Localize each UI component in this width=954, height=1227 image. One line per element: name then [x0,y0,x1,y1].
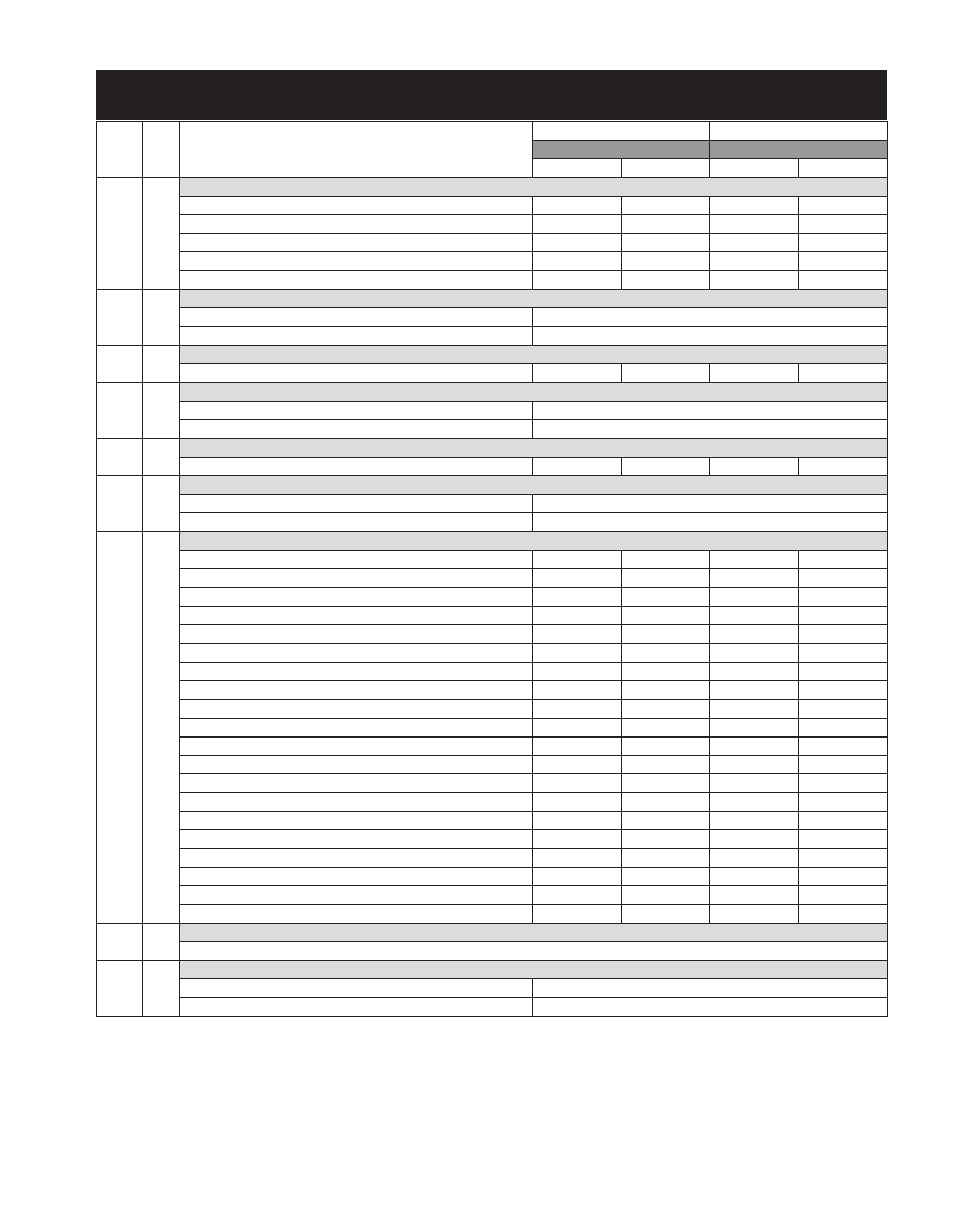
table-row [97,737,888,756]
row-value-cell [799,457,888,476]
row-label-cell [180,233,533,252]
row-label-cell [180,830,533,849]
row-value-cell [799,588,888,607]
row-value-cell [710,252,799,271]
row-value-cell [533,215,622,234]
row-value-cell [710,569,799,588]
row-value-cell [710,737,799,756]
row-label-cell [180,588,533,607]
header-group-b-cell [710,122,888,141]
row-value-cell [533,811,622,830]
table-row [97,662,888,681]
row-value-cell [799,737,888,756]
row-value-cell [533,550,622,569]
table-row [97,774,888,793]
section-code-cell [143,923,180,960]
row-value-cell [533,457,622,476]
table-row [97,271,888,290]
section-code-cell [143,532,180,923]
row-label-cell [180,662,533,681]
row-value-cell [799,643,888,662]
row-value-cell [533,271,622,290]
row-value-cell [622,681,710,700]
row-value-cell [622,215,710,234]
row-value-cell [622,886,710,905]
row-value-cell [799,233,888,252]
row-value-cell [799,830,888,849]
row-value-cell [622,755,710,774]
row-value-cell [799,550,888,569]
row-value-cell [622,867,710,886]
section-title-cell [180,532,888,551]
table-row [97,793,888,812]
row-label-cell [180,215,533,234]
row-value-cell [622,550,710,569]
row-label-cell [180,550,533,569]
row-value-cell [710,848,799,867]
row-value-cell [533,401,888,420]
table-row [97,625,888,644]
table-row [97,681,888,700]
section-number-cell [97,476,143,532]
row-value-cell [710,811,799,830]
row-value-cell [710,904,799,923]
row-value-cell [533,830,622,849]
row-value-cell [799,904,888,923]
table-row [97,569,888,588]
section-number-cell [97,177,143,289]
table-row [97,606,888,625]
table-row [97,327,888,346]
section-number-cell [97,960,143,1016]
row-value-cell [799,662,888,681]
row-value-cell [533,662,622,681]
row-value-cell [799,681,888,700]
row-value-cell [533,737,622,756]
section-number-cell [97,532,143,923]
table-row [97,848,888,867]
row-value-cell [622,364,710,383]
row-value-cell [533,848,622,867]
section-number-cell [97,382,143,438]
row-label-cell [180,271,533,290]
table-row [97,942,888,961]
row-value-cell [799,793,888,812]
table-row [97,401,888,420]
row-value-cell [533,867,622,886]
row-value-cell [622,271,710,290]
row-value-cell [799,196,888,215]
section-header-row [97,177,888,196]
row-value-cell [533,643,622,662]
row-value-cell [622,252,710,271]
section-number-cell [97,345,143,382]
row-value-cell [710,662,799,681]
section-code-cell [143,960,180,1016]
row-value-cell [799,252,888,271]
row-value-cell [622,196,710,215]
header-code-cell [143,122,180,178]
row-value-cell [533,588,622,607]
table-row [97,308,888,327]
table-row [97,643,888,662]
row-label-cell [180,606,533,625]
row-value-cell [799,718,888,737]
table-row [97,830,888,849]
section-title-cell [180,382,888,401]
table-row [97,364,888,383]
row-value-cell [710,271,799,290]
table-row [97,998,888,1017]
row-label-cell [180,811,533,830]
row-value-cell [710,643,799,662]
row-value-cell [799,625,888,644]
section-header-row [97,438,888,457]
row-value-cell [710,233,799,252]
row-value-cell [533,793,622,812]
row-label-cell [180,718,533,737]
row-value-cell [710,364,799,383]
header-no-cell [97,122,143,178]
row-value-cell [799,755,888,774]
section-number-cell [97,438,143,475]
header-group-a-cell [533,122,710,141]
row-label-cell [180,420,533,439]
row-value-cell [622,588,710,607]
row-label-cell [180,848,533,867]
row-value-cell [799,364,888,383]
section-title-cell [180,345,888,364]
row-value-cell [710,793,799,812]
table-row [97,252,888,271]
row-value-cell [533,420,888,439]
row-label-cell [180,494,533,513]
section-code-cell [143,382,180,438]
table-row [97,215,888,234]
row-label-cell [180,196,533,215]
header-row [97,122,888,141]
row-value-cell [799,774,888,793]
row-value-cell [533,494,888,513]
row-value-cell [799,699,888,718]
table-row [97,755,888,774]
row-value-cell [710,196,799,215]
sub-label-cell [799,159,888,178]
section-title-cell [180,476,888,495]
section-header-row [97,345,888,364]
row-value-cell [622,737,710,756]
header-bar [96,70,887,120]
row-label-cell [180,681,533,700]
row-value-cell [622,904,710,923]
row-value-cell [622,811,710,830]
row-value-cell [710,867,799,886]
row-value-cell [622,569,710,588]
section-code-cell [143,345,180,382]
row-label-cell [180,252,533,271]
row-value-cell [533,998,888,1017]
sub-label-cell [533,159,622,178]
row-value-cell [533,252,622,271]
row-label-cell [180,327,533,346]
table-row [97,979,888,998]
row-value-cell [533,699,622,718]
row-value-cell [533,681,622,700]
section-title-cell [180,960,888,979]
section-header-row [97,960,888,979]
table-row [97,457,888,476]
row-value-cell [533,625,622,644]
row-value-cell [622,830,710,849]
row-value-cell [533,904,622,923]
row-value-cell [622,233,710,252]
row-value-cell [622,625,710,644]
row-label-cell [180,755,533,774]
table-row [97,550,888,569]
row-value-cell [710,625,799,644]
sub-label-cell [710,159,799,178]
row-value-cell [799,215,888,234]
row-label-cell [180,979,533,998]
row-value-cell [533,327,888,346]
row-value-cell [533,606,622,625]
section-header-row [97,476,888,495]
table-row [97,699,888,718]
row-value-cell [622,793,710,812]
row-value-cell [710,830,799,849]
row-value-cell [710,886,799,905]
table-row [97,233,888,252]
row-value-cell [533,979,888,998]
row-label-cell [180,457,533,476]
row-value-cell [622,699,710,718]
row-value-cell [622,774,710,793]
section-header-row [97,382,888,401]
row-label-cell [180,737,533,756]
row-label-cell [180,625,533,644]
table-row [97,904,888,923]
row-value-cell [710,718,799,737]
row-value-cell [533,364,622,383]
row-value-cell [533,886,622,905]
section-number-cell [97,923,143,960]
row-value-cell [622,457,710,476]
section-title-cell [180,177,888,196]
row-label-cell [180,401,533,420]
row-value-cell [799,811,888,830]
row-value-cell [533,513,888,532]
row-label-cell [180,793,533,812]
table-row [97,196,888,215]
row-label-cell [180,774,533,793]
row-value-cell [799,848,888,867]
row-value-cell [710,215,799,234]
row-value-cell [710,606,799,625]
section-number-cell [97,289,143,345]
table-row [97,588,888,607]
row-label-cell [180,513,533,532]
section-title-cell [180,438,888,457]
section-title-cell [180,289,888,308]
group-label-cell [533,140,710,159]
row-label-cell [180,886,533,905]
row-value-cell [799,606,888,625]
row-value-cell [533,196,622,215]
row-value-cell [710,550,799,569]
row-label-cell [180,867,533,886]
section-header-row [97,289,888,308]
table-row [97,867,888,886]
table-row [97,718,888,737]
row-label-cell [180,699,533,718]
table-row [97,494,888,513]
row-value-cell [622,606,710,625]
row-value-cell [799,569,888,588]
row-value-cell [533,755,622,774]
row-value-cell [710,681,799,700]
row-value-cell [533,308,888,327]
row-label-cell [180,998,533,1017]
section-header-row [97,923,888,942]
table-row [97,513,888,532]
section-title-cell [180,923,888,942]
row-value-cell [799,867,888,886]
row-value-cell [710,774,799,793]
section-header-row [97,532,888,551]
row-value-cell [622,643,710,662]
row-value-cell [710,588,799,607]
table-row [97,811,888,830]
row-value-cell [710,699,799,718]
row-value-cell [622,662,710,681]
row-value-cell [533,233,622,252]
row-value-cell [710,755,799,774]
header-label-cell [180,122,533,178]
spec-table [96,121,888,1017]
table-row [97,420,888,439]
row-label-cell [180,364,533,383]
section-code-cell [143,177,180,289]
row-value-cell [533,569,622,588]
row-value-cell [799,886,888,905]
section-code-cell [143,438,180,475]
row-value-cell [533,718,622,737]
row-value-cell [799,271,888,290]
note-cell [180,942,888,961]
table-row [97,886,888,905]
row-label-cell [180,569,533,588]
row-label-cell [180,308,533,327]
section-code-cell [143,289,180,345]
row-value-cell [533,774,622,793]
row-label-cell [180,643,533,662]
row-value-cell [710,457,799,476]
row-label-cell [180,904,533,923]
row-value-cell [622,848,710,867]
group-label-cell [710,140,888,159]
section-code-cell [143,476,180,532]
row-value-cell [622,718,710,737]
sub-label-cell [622,159,710,178]
